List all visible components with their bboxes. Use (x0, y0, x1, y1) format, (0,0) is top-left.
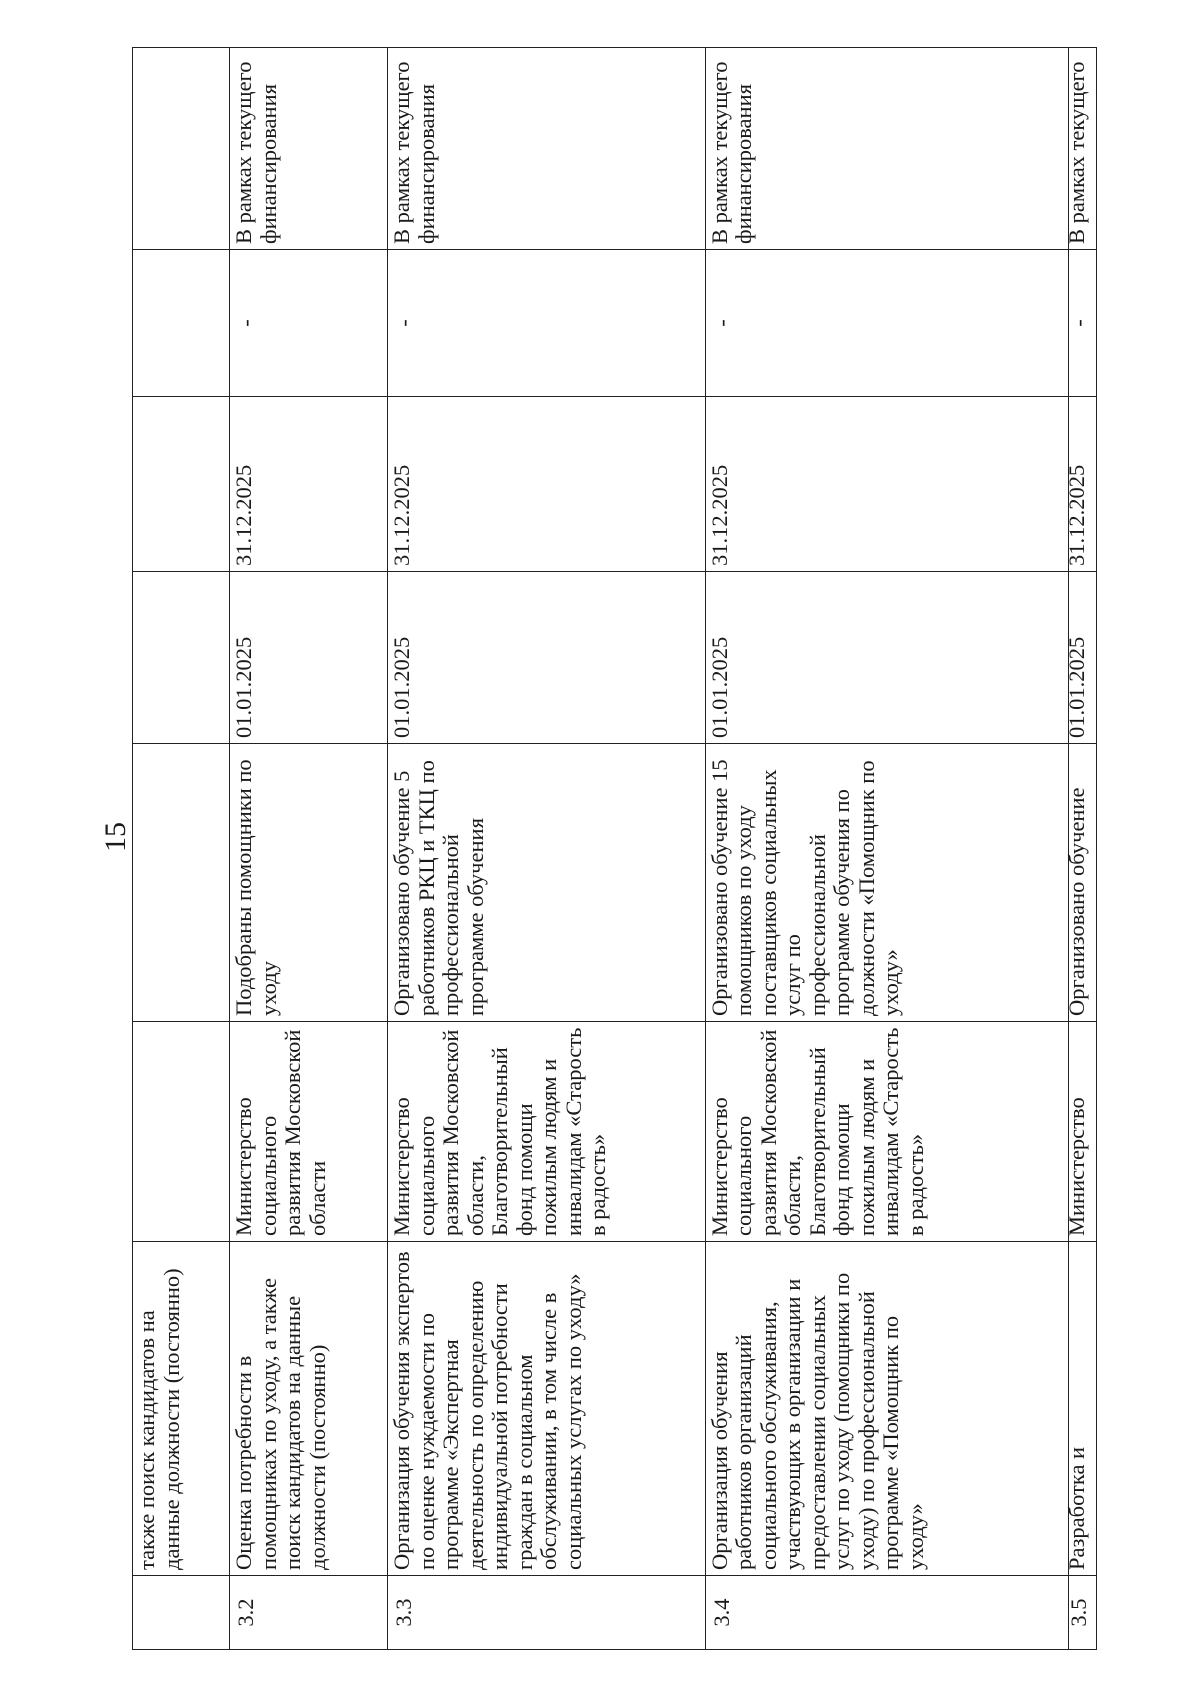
start-date: 01.01.2025 (230, 572, 388, 744)
responsible (1063, 1022, 1096, 1242)
activity-name: Организация обучения работников организаций социального обслуживания, участвующих в организации и предоставлении социальных услуг по уходу (помощники по уходу) по профессиональной программе «Помощник по уходу» (705, 1242, 1068, 1576)
page-number: 15 (99, 822, 132, 852)
cost (133, 250, 230, 397)
start-date-text: 01.01.2025 (1063, 636, 1089, 738)
end-date: 31.12.2025 (705, 397, 1068, 572)
table-row (1068, 48, 1096, 1650)
responsible (133, 1022, 230, 1242)
row-number: 3.2 (230, 1576, 388, 1650)
responsible: Министерство социального развития Московской области (230, 1022, 388, 1242)
activity-name: также поиск кандидатов на данные должности (постоянно) (133, 1242, 230, 1576)
funding-source-text: В рамках текущего (1063, 61, 1089, 244)
table-row (133, 48, 230, 1650)
expected-result (133, 744, 230, 1022)
plan-table (132, 47, 1097, 1650)
expected-result: Организовано обучение 15 помощников по уходу поставщиков социальных услуг по профессиональной программе обучения по должности «Помощник по уходу» (705, 744, 1068, 1022)
table-row (705, 48, 1068, 1650)
activity-name-text: Разработка и (1063, 1446, 1089, 1570)
funding-source: В рамках текущего финансирования (230, 48, 388, 250)
end-date (1063, 397, 1096, 572)
expected-result: Организовано обучение 5 работников РКЦ и ТКЦ по профессиональной программе обучения (388, 744, 705, 1022)
row-number (133, 1576, 230, 1650)
activity-name: Оценка потребности в помощниках по уходу, а также поиск кандидатов на данные должности (постоянно) (230, 1242, 388, 1576)
row-number-text: 3.5 (1065, 1598, 1091, 1627)
funding-source: В рамках текущего финансирования (705, 48, 1068, 250)
row-number: 3.4 (705, 1576, 1068, 1650)
expected-result (1063, 744, 1096, 1022)
start-date (133, 572, 230, 744)
cost: - (388, 250, 705, 397)
end-date-text: 31.12.2025 (1063, 464, 1089, 566)
responsible: Министерство социального развития Московской области, Благотворительный фонд помощи пожилым людям и инвалидам «Старость в радость» (388, 1022, 705, 1242)
end-date: 31.12.2025 (388, 397, 705, 572)
responsible: Министерство социального развития Московской области, Благотворительный фонд помощи пожилым людям и инвалидам «Старость в радость» (705, 1022, 1068, 1242)
table-row (230, 48, 388, 1650)
start-date: 01.01.2025 (388, 572, 705, 744)
end-date (133, 397, 230, 572)
cost (1065, 250, 1096, 397)
table-row (388, 48, 705, 1650)
row-number: 3.3 (388, 1576, 705, 1650)
expected-result-text: Организовано обучение (1063, 787, 1089, 1016)
end-date: 31.12.2025 (230, 397, 388, 572)
funding-source: В рамках текущего финансирования (388, 48, 705, 250)
plan-table-rotated (132, 48, 1097, 1650)
start-date: 01.01.2025 (705, 572, 1068, 744)
activity-name: Организация обучения экспертов по оценке нуждаемости по программе «Экспертная деятельность по определению индивидуальной потребности граждан в социальном обслуживании, в том числе в социальных услугах по уходу» (388, 1242, 705, 1576)
funding-source (1063, 48, 1096, 250)
funding-source (133, 48, 230, 250)
cost: - (230, 250, 388, 397)
expected-result: Подобраны помощники по уходу (230, 744, 388, 1022)
start-date (1063, 572, 1096, 744)
cost: - (705, 250, 1068, 397)
cost-text: - (1065, 319, 1091, 327)
responsible-text: Министерство (1063, 1097, 1089, 1236)
activity-name (1063, 1242, 1096, 1576)
row-number (1065, 1576, 1096, 1650)
